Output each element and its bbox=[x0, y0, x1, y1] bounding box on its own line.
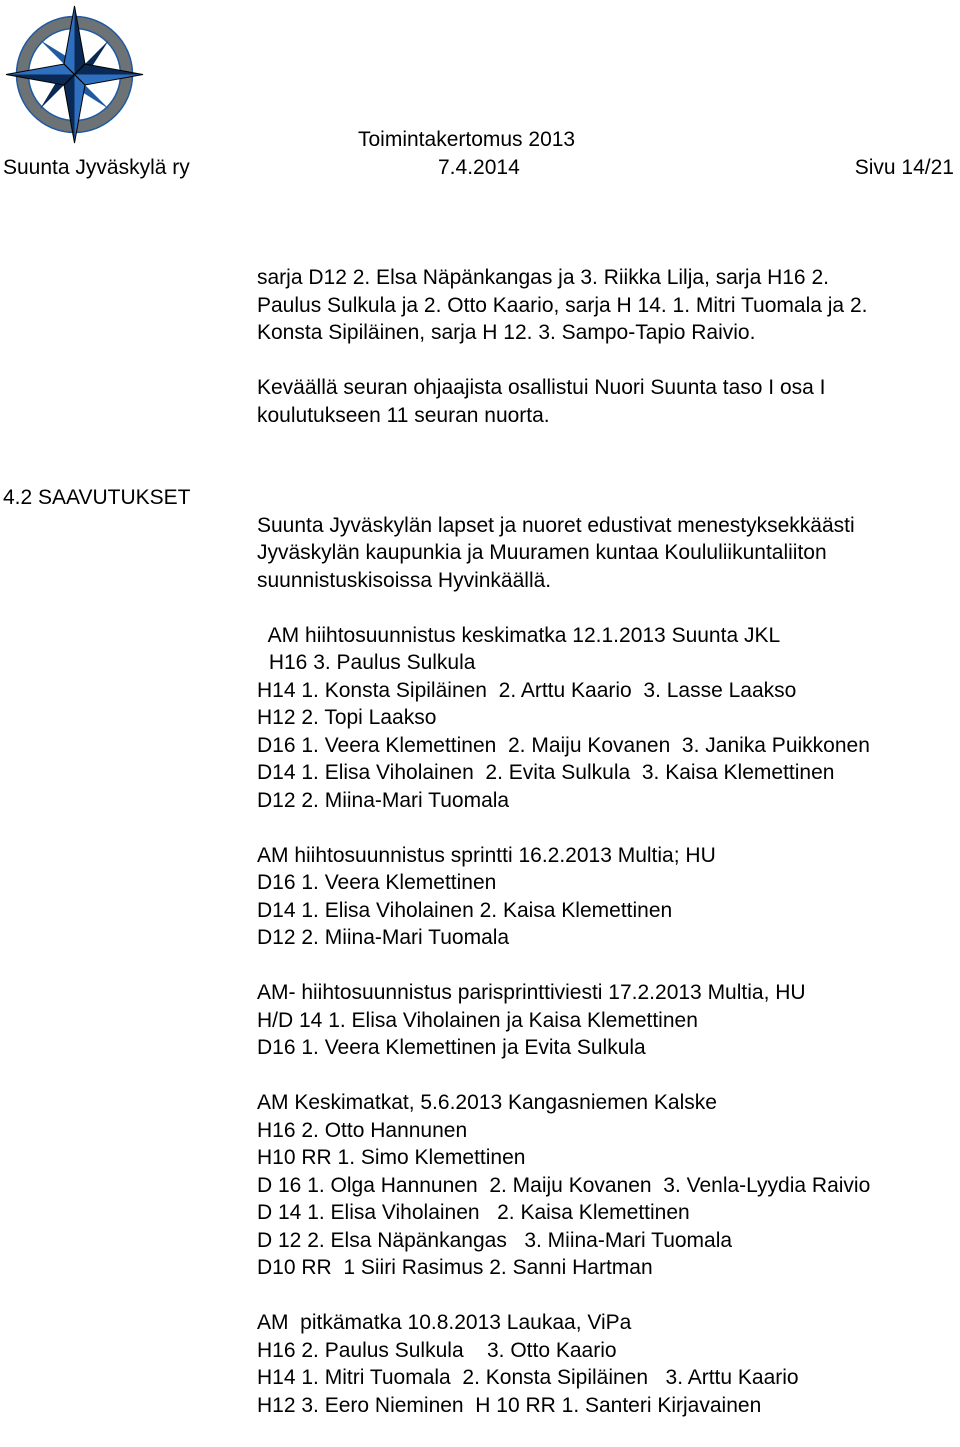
result-line: D14 1. Elisa Viholainen 2. Kaisa Klemettinen bbox=[257, 898, 673, 922]
organization-name: Suunta Jyväskylä ry bbox=[3, 156, 190, 179]
result-block bbox=[257, 622, 957, 815]
result-line: D 16 1. Olga Hannunen 2. Maiju Kovanen 3. Venla-Lyydia Raivio bbox=[257, 1173, 871, 1197]
result-line: H16 3. Paulus Sulkula bbox=[263, 651, 476, 674]
result-line: H14 1. Konsta Sipiläinen 2. Arttu Kaario 3. Lasse Laakso bbox=[257, 678, 797, 702]
result-block bbox=[257, 1309, 957, 1419]
result-line: H16 2. Paulus Sulkula 3. Otto Kaario bbox=[257, 1338, 617, 1362]
text-line: suunnistuskisoissa Hyvinkäällä. bbox=[257, 568, 552, 592]
result-line: H12 3. Eero Nieminen H 10 RR 1. Santeri Kirjavainen bbox=[257, 1393, 762, 1417]
document-date: 7.4.2014 bbox=[438, 156, 520, 179]
result-line: H12 2. Topi Laakso bbox=[257, 706, 437, 729]
result-title: AM Keskimatkat, 5.6.2013 Kangasniemen Kalske bbox=[257, 1091, 717, 1114]
compass-rose-icon bbox=[2, 2, 147, 147]
result-line: D16 1. Veera Klemettinen 2. Maiju Kovanen 3. Janika Puikkonen bbox=[257, 733, 870, 757]
result-block bbox=[257, 842, 957, 952]
page-body bbox=[257, 264, 957, 1447]
result-line: H16 2. Otto Hannunen bbox=[257, 1118, 468, 1142]
result-line: H/D 14 1. Elisa Viholainen ja Kaisa Klemettinen bbox=[257, 1008, 698, 1032]
intro-paragraph-2 bbox=[257, 374, 957, 429]
text-line: Keväällä seuran ohjaajista osallistui Nuori Suunta taso I osa I bbox=[257, 376, 826, 399]
section-heading: 4.2 SAAVUTUKSET bbox=[3, 486, 191, 509]
result-line: D 12 2. Elsa Näpänkangas 3. Miina-Mari Tuomala bbox=[257, 1228, 733, 1252]
result-line: H14 1. Mitri Tuomala 2. Konsta Sipiläinen 3. Arttu Kaario bbox=[257, 1366, 799, 1389]
text-line: Paulus Sulkula ja 2. Otto Kaario, sarja H 14. 1. Mitri Tuomala ja 2. bbox=[257, 293, 868, 317]
text-line: Suunta Jyväskylän lapset ja nuoret edustivat menestyksekkäästi bbox=[257, 513, 855, 537]
result-title: AM pitkämatka 10.8.2013 Laukaa, ViPa bbox=[257, 1311, 632, 1334]
text-line: Jyväskylän kaupunkia ja Muuramen kuntaa Koululiikuntaliiton bbox=[257, 541, 827, 564]
document-title: Toimintakertomus 2013 bbox=[358, 128, 576, 151]
compass-logo bbox=[2, 2, 147, 147]
result-line: D 14 1. Elisa Viholainen 2. Kaisa Klemettinen bbox=[257, 1201, 690, 1224]
result-line: D10 RR 1 Siiri Rasimus 2. Sanni Hartman bbox=[257, 1256, 653, 1279]
section-intro bbox=[257, 512, 957, 595]
result-title: AM hiihtosuunnistus sprintti 16.2.2013 Multia; HU bbox=[257, 843, 716, 867]
page-number: Sivu 14/21 bbox=[854, 156, 954, 179]
result-block bbox=[257, 979, 957, 1062]
result-line: D12 2. Miina-Mari Tuomala bbox=[257, 788, 510, 812]
heading-spacer bbox=[257, 457, 957, 485]
text-line: Konsta Sipiläinen, sarja H 12. 3. Sampo-Tapio Raivio. bbox=[257, 321, 756, 344]
heading-spacer bbox=[257, 484, 957, 512]
result-line: D12 2. Miina-Mari Tuomala bbox=[257, 926, 510, 949]
result-line: H10 RR 1. Simo Klemettinen bbox=[257, 1146, 526, 1169]
result-line: D14 1. Elisa Viholainen 2. Evita Sulkula 3. Kaisa Klemettinen bbox=[257, 761, 835, 784]
result-line: D16 1. Veera Klemettinen ja Evita Sulkula bbox=[257, 1036, 646, 1059]
result-title: AM hiihtosuunnistus keskimatka 12.1.2013 Suunta JKL bbox=[263, 623, 781, 647]
text-line: sarja D12 2. Elsa Näpänkangas ja 3. Riikka Lilja, sarja H16 2. bbox=[257, 266, 829, 289]
text-line: koulutukseen 11 seuran nuorta. bbox=[257, 403, 550, 427]
result-block bbox=[257, 1089, 957, 1282]
intro-paragraph-1 bbox=[257, 264, 957, 347]
result-title: AM- hiihtosuunnistus parisprinttiviesti 17.2.2013 Multia, HU bbox=[257, 981, 806, 1004]
result-line: D16 1. Veera Klemettinen bbox=[257, 871, 497, 894]
